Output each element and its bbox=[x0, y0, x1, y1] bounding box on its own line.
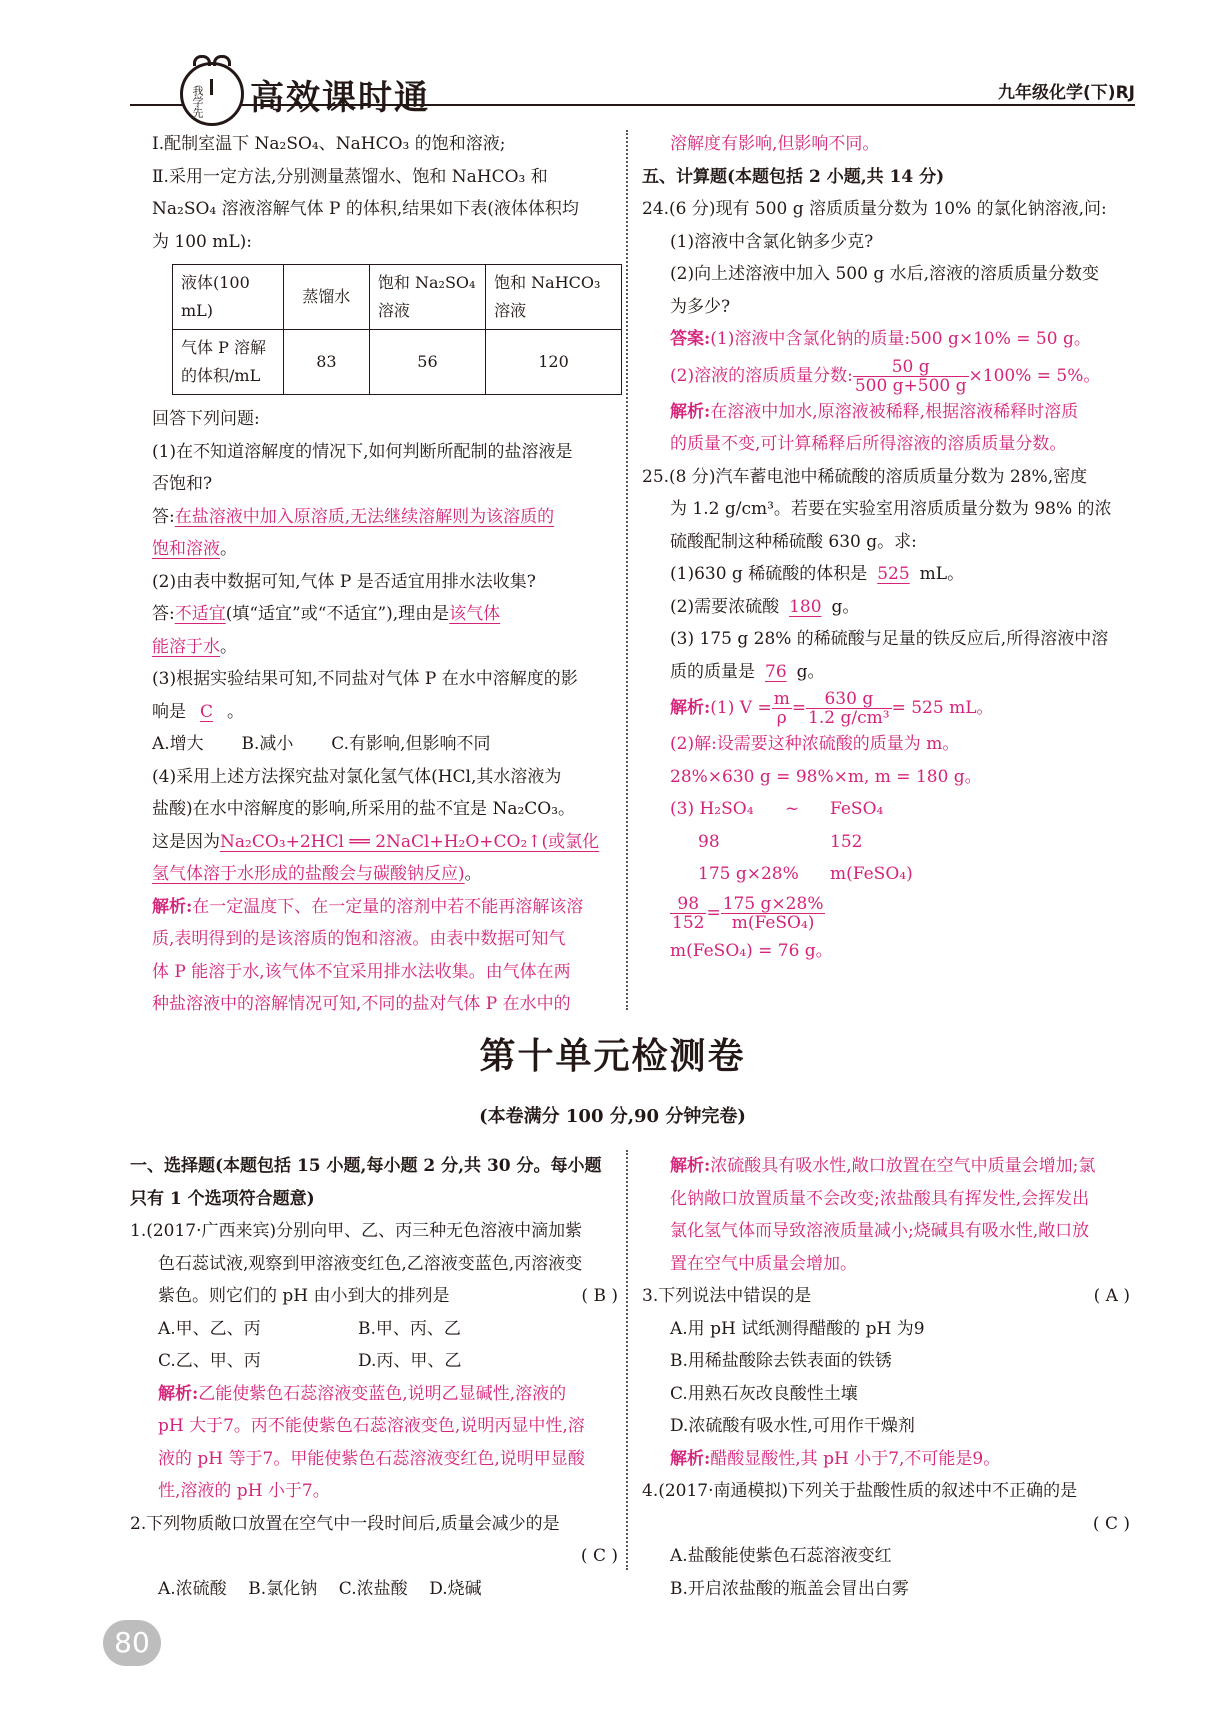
brand-logo bbox=[180, 62, 430, 126]
question-text: 为 1.2 g/cm³。若要在实验室用溶质质量分数为 98% 的浓 bbox=[670, 499, 1112, 519]
option: B.用稀盐酸除去铁表面的铁锈 bbox=[670, 1351, 892, 1371]
answer-text: Na₂CO₃+2HCl ══ 2NaCl+H₂O+CO₂↑(或氯化 bbox=[220, 831, 600, 852]
explanation-text: 在溶液中加水,原溶液被稀释,根据溶液稀释时溶质 bbox=[710, 401, 1079, 422]
question-text: 盐酸)在水中溶解度的影响,所采用的盐不宜是 Na₂CO₃。 bbox=[152, 799, 576, 819]
question-text: 紫色。则它们的 pH 由小到大的排列是 bbox=[158, 1286, 450, 1306]
question-text: 响是 bbox=[152, 701, 186, 722]
question-text: (3)根据实验结果可知,不同盐对气体 P 在水中溶解度的影 bbox=[152, 669, 578, 689]
question-text: 硫酸配制这种稀硫酸 630 g。求: bbox=[670, 531, 917, 552]
table-header-cell: 液体(100 mL) bbox=[173, 265, 284, 330]
question-text: 4.(2017·南通模拟)下列关于盐酸性质的叙述中不正确的是 bbox=[642, 1481, 1078, 1501]
question-text: (4)采用上述方法探究盐对氯化氢气体(HCl,其水溶液为 bbox=[152, 766, 562, 787]
question-text: 24.(6 分)现有 500 g 溶质质量分数为 10% 的氯化钠溶液,问: bbox=[642, 199, 1107, 219]
left-top-column: Ⅰ.配制室温下 Na₂SO₄、NaHCO₃ 的饱和溶液; Ⅱ.采用一定方法,分别测量蒸馏水、饱和 NaHCO₃ 和 Na₂SO₄ 溶液溶解气体 P 的体积,结果如下表(液体体积均 为 100 mL): 液体(100 mL) 蒸馏水 饱和 Na₂SO₄ 溶液 饱和 NaHCO₃ 溶液 气体 P 溶解的体积/mL 83 56 120 回答下列问题: (1)在不知道溶解度的情况下,如何判断所配制的盐溶液是 否饱和? 答:在盐溶液中加入原溶质,无法继续溶解则为该溶质的 饱和溶液。 (2)由表中数据可知,气体 P 是否适宜用排水法收集? 答:不适宜(填“适宜”或“不适宜”),理由是该气体 能溶于水。 (3)根据实验结果可知,不同盐对气体 P 在水中溶解度的影 响是 C 。 A.增大 B.减小 C.有影响,但影响不同 (4)采用上述方法探究盐对氯化氢气体(HCl,其水溶液为 盐酸)在水中溶解度的影响,所采用的盐不宜是 Na₂CO₃。 这是因为Na₂CO₃+2HCl ══ 2NaCl+H₂O+CO₂↑(或氯化 氢气体溶于水形成的盐酸会与碳酸钠反应)。 解析:在一定温度下、在一定量的溶剂中若不能再溶解该溶 质,表明得到的是该溶质的饱和溶液。由表中数据可知气 体 P 能溶于水,该气体不宜采用排水法收集。由气体在两 种盐溶液中的溶解情况可知,不同的盐对气体 P 在水中的 bbox=[152, 128, 622, 1021]
explanation-label: 解析: bbox=[152, 896, 193, 917]
fraction: $\frac{50 g}{500 g+500 g}$ bbox=[854, 356, 967, 396]
answer-label: 答: bbox=[152, 604, 175, 624]
question-text: (2)由表中数据可知,气体 P 是否适宜用排水法收集? bbox=[152, 571, 536, 592]
explanation-text: 体 P 能溶于水,该气体不宜采用排水法收集。由气体在两 bbox=[152, 961, 571, 982]
answer-bracket: ( A ) bbox=[1093, 1286, 1130, 1306]
options-line: A.增大 B.减小 C.有影响,但影响不同 bbox=[152, 734, 491, 754]
explanation-text: 的质量不变,可计算稀释后所得溶液的溶质质量分数。 bbox=[670, 434, 1067, 454]
section-heading: 一、选择题(本题包括 15 小题,每小题 2 分,共 30 分。每小题 bbox=[130, 1156, 602, 1176]
explanation-text: pH 大于7。丙不能使紫色石蕊溶液变色,说明丙显中性,溶 bbox=[158, 1416, 585, 1436]
option: B.开启浓盐酸的瓶盖会冒出白雾 bbox=[670, 1578, 909, 1599]
alarm-clock-icon bbox=[180, 62, 244, 126]
option: A.盐酸能使紫色石蕊溶液变红 bbox=[670, 1546, 892, 1566]
option: B.甲、丙、乙 bbox=[358, 1318, 461, 1339]
answer-text: 在盐溶液中加入原溶质,无法继续溶解则为该溶质的 bbox=[174, 506, 555, 527]
gas-solubility-table bbox=[172, 264, 622, 395]
question-text: (3) 175 g 28% 的稀硫酸与足量的铁反应后,所得溶液中溶 bbox=[670, 629, 1109, 649]
explanation-text: 醋酸显酸性,其 pH 小于7,不可能是9。 bbox=[710, 1448, 1001, 1469]
table-cell: 83 bbox=[283, 330, 369, 395]
answer-text: 不适宜 bbox=[174, 604, 226, 624]
fraction: $\frac{175 g\times 28\%}{\text{m(FeSO₄)}}$ bbox=[722, 893, 824, 933]
answer-label: 答案: bbox=[670, 329, 711, 349]
explanation-label: 解析: bbox=[670, 1448, 711, 1469]
question-text: 1.(2017·广西来宾)分别向甲、乙、丙三种无色溶液中滴加紫 bbox=[130, 1221, 583, 1241]
question-text: (2)向上述溶液中加入 500 g 水后,溶液的溶质质量分数变 bbox=[670, 264, 1100, 284]
answer-text: 氢气体溶于水形成的盐酸会与碳酸钠反应) bbox=[152, 864, 465, 884]
question-text: 25.(8 分)汽车蓄电池中稀硫酸的溶质质量分数为 28%,密度 bbox=[642, 466, 1088, 487]
section-heading: 只有 1 个选项符合题意) bbox=[130, 1188, 315, 1209]
answer-bracket: ( C ) bbox=[580, 1546, 618, 1566]
fraction: $\frac{m}{\rho}$ bbox=[773, 689, 790, 728]
table-row-label: 气体 P 溶解的体积/mL bbox=[173, 330, 284, 395]
text-line: 为 100 mL): bbox=[152, 231, 253, 252]
options-line: A.浓硫酸 B.氯化钠 C.浓盐酸 D.烧碱 bbox=[158, 1578, 482, 1599]
option: A.甲、乙、丙 bbox=[158, 1318, 261, 1339]
explanation-label: 解析: bbox=[670, 698, 711, 718]
question-text: (1)溶液中含氯化钠多少克? bbox=[670, 231, 874, 252]
option: D.丙、甲、乙 bbox=[358, 1351, 462, 1371]
right-top-column: 溶解度有影响,但影响不同。 五、计算题(本题包括 2 小题,共 14 分) 24.(6 分)现有 500 g 溶质质量分数为 10% 的氯化钠溶液,问: (1)溶液中含氯化钠多少克? (2)向上述溶液中加入 500 g 水后,溶液的溶质质量分数变 为多少? 答案:(1)溶液中含氯化钠的质量:500 g×10% = 50 g。 (2)溶液的溶质质量分数: $\frac{50 g}{500 g+500 g}$ ×100% = 5%。 解析:在溶液中加水,原溶液被稀释,根据溶液稀释时溶质 的质量不变,可计算稀释后所得溶液的溶质质量分数。 25.(8 分)汽车蓄电池中稀硫酸的溶质质量分数为 28%,密度 为 1.2 g/cm³。若要在实验室用溶质质量分数为 98% 的浓 硫酸配制这种稀硫酸 630 g。求: (1)630 g 稀硫酸的体积是 525 mL。 (2)需要浓硫酸 180 g。 (3) 175 g 28% 的稀硫酸与足量的铁反应后,所得溶液中溶 质的质量是 76 g。 解析:(1) V = $\frac{m}{\rho}$ = $\frac{630 g}{\text{1.2 g/cm³}}$ = 525 mL。 (2)解:设需要这种浓硫酸的质量为 m。 28%×630 g = 98%×m, m = 180 g。 (3) H₂SO₄ ~ FeSO₄ 98 152 175 g×28% m(FeSO₄) $\frac{98}{152}$ = $\frac{175 g\times 28\%}{\text{m(FeSO₄)}}$ m(FeSO₄) = 76 g。 bbox=[642, 128, 1130, 967]
answer-text: 该气体 bbox=[449, 604, 501, 624]
option: A.用 pH 试纸测得醋酸的 pH 为9 bbox=[670, 1318, 925, 1339]
grade-label: 九年级化学(下)RJ bbox=[998, 83, 1135, 103]
answer-text: C bbox=[200, 701, 214, 722]
option: C.乙、甲、丙 bbox=[158, 1351, 261, 1371]
question-text: (填“适宜”或“不适宜”),理由是 bbox=[225, 604, 450, 624]
question-text: 2.下列物质敞口放置在空气中一段时间后,质量会减少的是 bbox=[130, 1513, 560, 1534]
explanation-text: 溶解度有影响,但影响不同。 bbox=[670, 134, 880, 154]
answer-text: 180 bbox=[789, 596, 822, 617]
explanation-label: 解析: bbox=[670, 401, 711, 422]
explanation-text: 种盐溶液中的溶解情况可知,不同的盐对气体 P 在水中的 bbox=[152, 994, 571, 1014]
right-bottom-column bbox=[642, 1150, 1130, 1605]
table-cell: 56 bbox=[369, 330, 485, 395]
explanation-text: 氯化氢气体而导致溶液质量减小;烧碱具有吸水性,敞口放 bbox=[670, 1221, 1090, 1241]
explanation-label: 解析: bbox=[158, 1383, 199, 1404]
explanation-text: 浓硫酸具有吸水性,敞口放置在空气中质量会增加;氯 bbox=[710, 1156, 1096, 1176]
explanation-label: 解析: bbox=[670, 1156, 711, 1176]
text-line: Na₂SO₄ 溶液溶解气体 P 的体积,结果如下表(液体体积均 bbox=[152, 199, 579, 219]
answer-bracket: ( B ) bbox=[581, 1286, 618, 1306]
page-number: 80 bbox=[103, 1620, 161, 1666]
question-text: 为多少? bbox=[670, 296, 731, 317]
answer-text: ×100% = 5%。 bbox=[968, 365, 1101, 386]
option: C.用熟石灰改良酸性土壤 bbox=[670, 1383, 858, 1404]
fraction: $\frac{98}{152}$ bbox=[672, 893, 705, 933]
question-text: 这是因为 bbox=[152, 831, 220, 852]
answer-text: 76 bbox=[765, 661, 787, 682]
left-bottom-column bbox=[130, 1150, 618, 1605]
unit-title: 第十单元检测卷 bbox=[479, 1036, 746, 1077]
option: D.浓硫酸有吸水性,可用作干燥剂 bbox=[670, 1416, 915, 1436]
text-line: Ⅰ.配制室温下 Na₂SO₄、NaHCO₃ 的饱和溶液; bbox=[152, 134, 506, 154]
question-text: 否饱和? bbox=[152, 474, 213, 494]
column-divider bbox=[626, 130, 628, 1010]
table-cell: 120 bbox=[486, 330, 622, 395]
clock-text: 我学先 bbox=[191, 85, 204, 118]
explanation-text: 置在空气中质量会增加。 bbox=[670, 1253, 857, 1274]
explanation-text: m(FeSO₄) = 76 g。 bbox=[670, 940, 833, 961]
answer-text: 饱和溶液 bbox=[152, 539, 220, 559]
explanation-text: 性,溶液的 pH 小于7。 bbox=[158, 1481, 330, 1501]
column-divider bbox=[626, 1150, 628, 1570]
explanation-text: 液的 pH 等于7。甲能使紫色石蕊溶液变红色,说明甲显酸 bbox=[158, 1448, 585, 1469]
explanation-text: (2)解:设需要这种浓硫酸的质量为 m。 bbox=[670, 734, 960, 754]
answer-text: (2)溶液的溶质质量分数: bbox=[670, 365, 853, 386]
brand-name: 高效课时通 bbox=[250, 77, 430, 118]
table-header-cell: 饱和 Na₂SO₄ 溶液 bbox=[369, 265, 485, 330]
question-text: (1)在不知道溶解度的情况下,如何判断所配制的盐溶液是 bbox=[152, 441, 573, 462]
unit-subtitle: (本卷满分 100 分,90 分钟完卷) bbox=[479, 1106, 746, 1127]
table-header-cell: 蒸馏水 bbox=[283, 265, 369, 330]
answer-bracket: ( C ) bbox=[1092, 1513, 1130, 1534]
question-text: 色石蕊试液,观察到甲溶液变红色,乙溶液变蓝色,丙溶液变 bbox=[158, 1253, 583, 1274]
answer-label: 答: bbox=[152, 506, 175, 527]
text-line: Ⅱ.采用一定方法,分别测量蒸馏水、饱和 NaHCO₃ 和 bbox=[152, 166, 548, 187]
answer-text: (1)溶液中含氯化钠的质量:500 g×10% = 50 g。 bbox=[710, 329, 1091, 349]
text-line: 回答下列问题: bbox=[152, 409, 260, 429]
explanation-text: 质,表明得到的是该溶质的饱和溶液。由表中数据可知气 bbox=[152, 929, 566, 949]
explanation-text: 乙能使紫色石蕊溶液变蓝色,说明乙显碱性,溶液的 bbox=[198, 1383, 567, 1404]
fraction: $\frac{630 g}{\text{1.2 g/cm³}}$ bbox=[808, 689, 890, 728]
table-header-cell: 饱和 NaHCO₃ 溶液 bbox=[486, 265, 622, 330]
explanation-text: 化钠敞口放置质量不会改变;浓盐酸具有挥发性,会挥发出 bbox=[670, 1188, 1090, 1209]
question-text: 3.下列说法中错误的是 bbox=[642, 1286, 812, 1306]
explanation-text: 在一定温度下、在一定量的溶剂中若不能再溶解该溶 bbox=[192, 896, 584, 917]
answer-text: 能溶于水 bbox=[152, 636, 220, 657]
answer-text: 525 bbox=[877, 564, 910, 584]
section-heading: 五、计算题(本题包括 2 小题,共 14 分) bbox=[642, 166, 945, 187]
explanation-text: 28%×630 g = 98%×m, m = 180 g。 bbox=[670, 766, 982, 787]
